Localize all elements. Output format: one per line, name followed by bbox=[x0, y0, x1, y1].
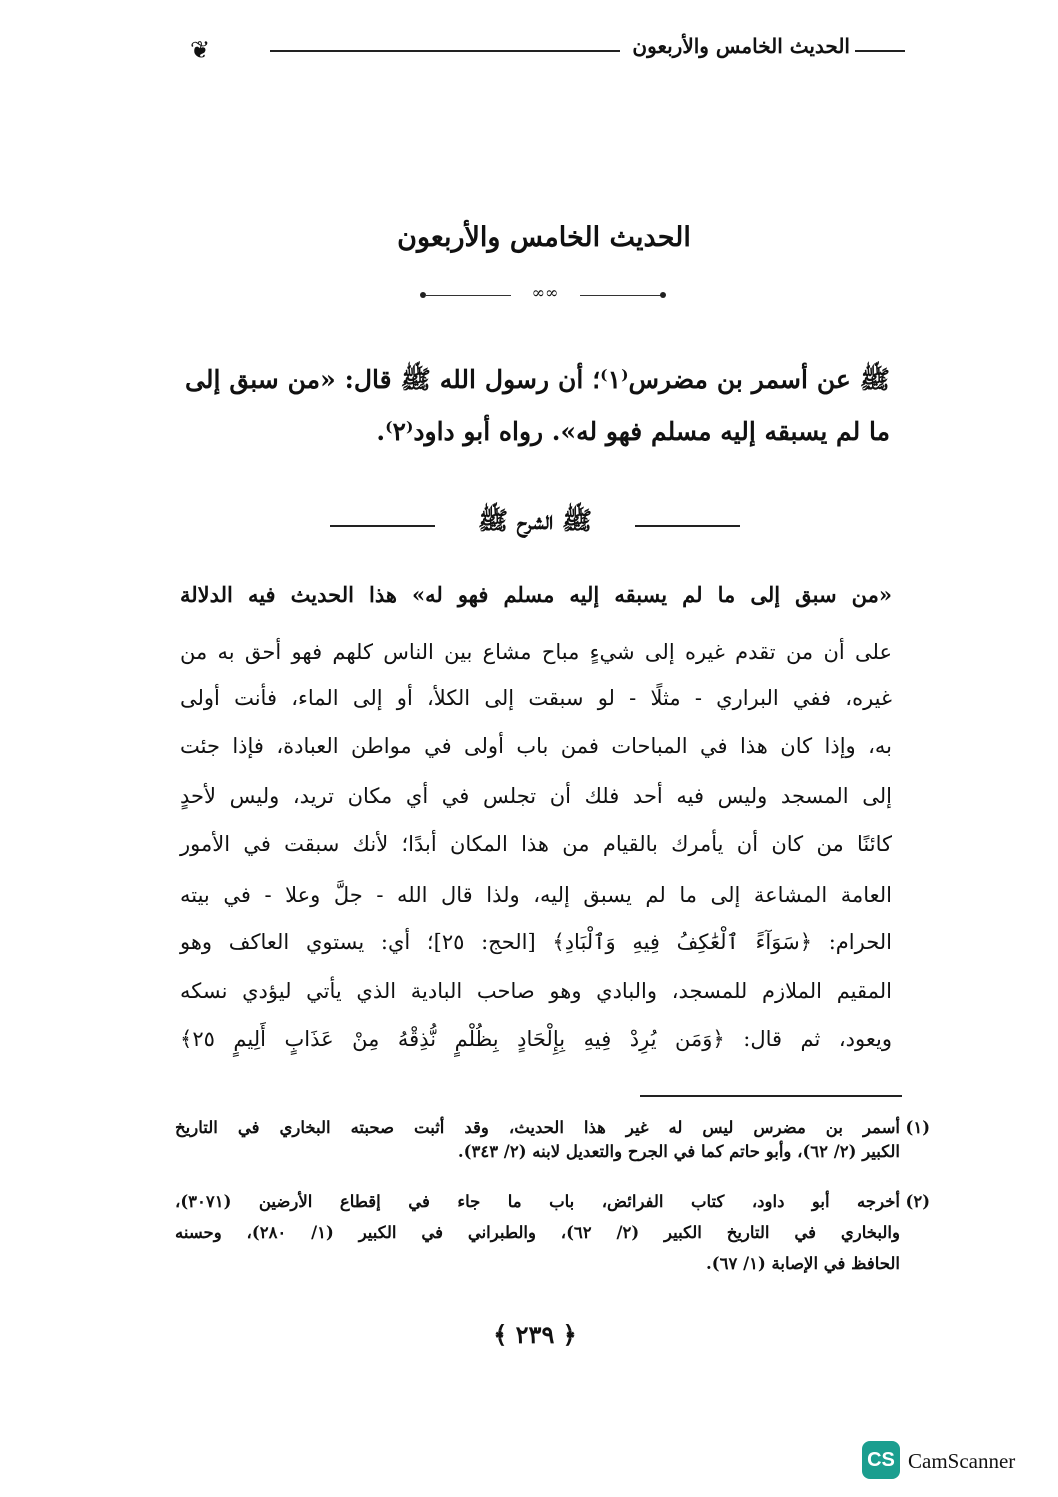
footnote-2 bbox=[175, 1190, 930, 1276]
footnote-line: الحافظ في الإصابة (١/ ٦٧). bbox=[706, 1254, 900, 1273]
body-line: غيره، ففي البراري - مثلًا - لو سبقت إلى الكلأ، أو إلى الماء، فأنت أولى bbox=[180, 686, 892, 710]
body-line: «من سبق إلى ما لم يسبقه إليه مسلم فهو له» هذا الحديث فيه الدلالة bbox=[180, 582, 892, 607]
footnote-number: (٢) bbox=[905, 1192, 930, 1211]
header-rule bbox=[270, 50, 620, 52]
footnote-number: (١) bbox=[905, 1118, 930, 1137]
body-line: إلى المسجد وليس فيه أحد فلك أن تجلس في أي مكان تريد، وليس لأحدٍ bbox=[180, 784, 892, 808]
ornament-icon: ∞∞ bbox=[531, 283, 559, 302]
heading-rule bbox=[330, 525, 435, 527]
running-header-title: الحديث الخامس والأربعون bbox=[632, 34, 850, 58]
heading-rule bbox=[635, 525, 740, 527]
footnote-rule bbox=[640, 1095, 902, 1097]
camscanner-name: CamScanner bbox=[908, 1449, 1016, 1473]
sharh-heading bbox=[330, 505, 740, 545]
body-line: ويعود، ثم قال: ﴿وَمَن يُرِدْ فِيهِ بِإِلْحَادٍ بِظُلْمٍ نُّذِقْهُ مِنْ عَذَابٍ أَلِيمٍ ٢٥﴾ bbox=[180, 1027, 892, 1051]
body-line: الحرام: ﴿سَوَآءً ٱلْعَٰكِفُ فِيهِ وَٱلْبَادِ﴾ [الحج: ٢٥]؛ أي: يستوي العاكف وهو bbox=[180, 930, 893, 954]
footnote-line: الكبير (٢/ ٦٢)، وأبو حاتم كما في الجرح والتعديل لابنه (٢/ ٣٤٣). bbox=[457, 1142, 900, 1161]
hadith-title: الحديث الخامس والأربعون bbox=[397, 222, 691, 253]
sharh-title: ﷺ الشرح ﷺ bbox=[477, 506, 593, 535]
footnote-line: أسمر بن مضرس ليس له غير هذا الحديث، وقد أثبت صحبته البخاري في التاريخ bbox=[175, 1118, 900, 1137]
ornament-icon: ❦ bbox=[190, 36, 211, 64]
title-ornament bbox=[420, 285, 665, 305]
hadith-text-line: ﷺ عن أسمر بن مضرس⁽١⁾؛ أن رسول الله ﷺ قال: «من سبق إلى bbox=[185, 365, 891, 394]
ornament-line bbox=[580, 295, 665, 296]
header-rule bbox=[855, 50, 905, 52]
footnote-1 bbox=[175, 1116, 930, 1164]
footnote-line: والبخاري في التاريخ الكبير (٢/ ٦٢)، والطبراني في الكبير (١/ ٢٨٠)، وحسنه bbox=[175, 1223, 900, 1242]
body-line: العامة المشاعة إلى ما لم يسبق إليه، ولذا قال الله - جلَّ وعلا - في بيته bbox=[180, 883, 892, 907]
camscanner-logo-icon: CS bbox=[862, 1441, 900, 1479]
ornament-dot bbox=[660, 292, 666, 298]
body-line: على أن من تقدم غيره إلى شيءٍ مباح مشاع بين الناس كلهم فهو أحق به من bbox=[180, 640, 892, 664]
hadith-text-line: ما لم يسبقه إليه مسلم فهو له». رواه أبو داود⁽٢⁾. bbox=[376, 417, 890, 446]
body-line: به، وإذا كان هذا في المباحات فمن باب أولى في مواطن العبادة، فإذا جئت bbox=[180, 734, 892, 758]
camscanner-watermark bbox=[862, 1441, 1052, 1485]
running-header bbox=[180, 30, 910, 70]
ornament-line bbox=[426, 295, 511, 296]
footnote-line: أخرجه أبو داود، كتاب الفرائض، باب ما جاء في إقطاع الأرضين (٣٠٧١)، bbox=[175, 1192, 900, 1211]
body-line: كائنًا من كان أن يأمرك بالقيام من هذا المكان أبدًا؛ لأنك سبقت في الأمور bbox=[180, 832, 892, 856]
body-line: المقيم الملازم للمسجد، والبادي وهو صاحب البادية الذي يأتي ليؤدي نسكه bbox=[180, 979, 892, 1003]
page-number: ﴿ ٢٣٩ ﴾ bbox=[493, 1320, 577, 1349]
